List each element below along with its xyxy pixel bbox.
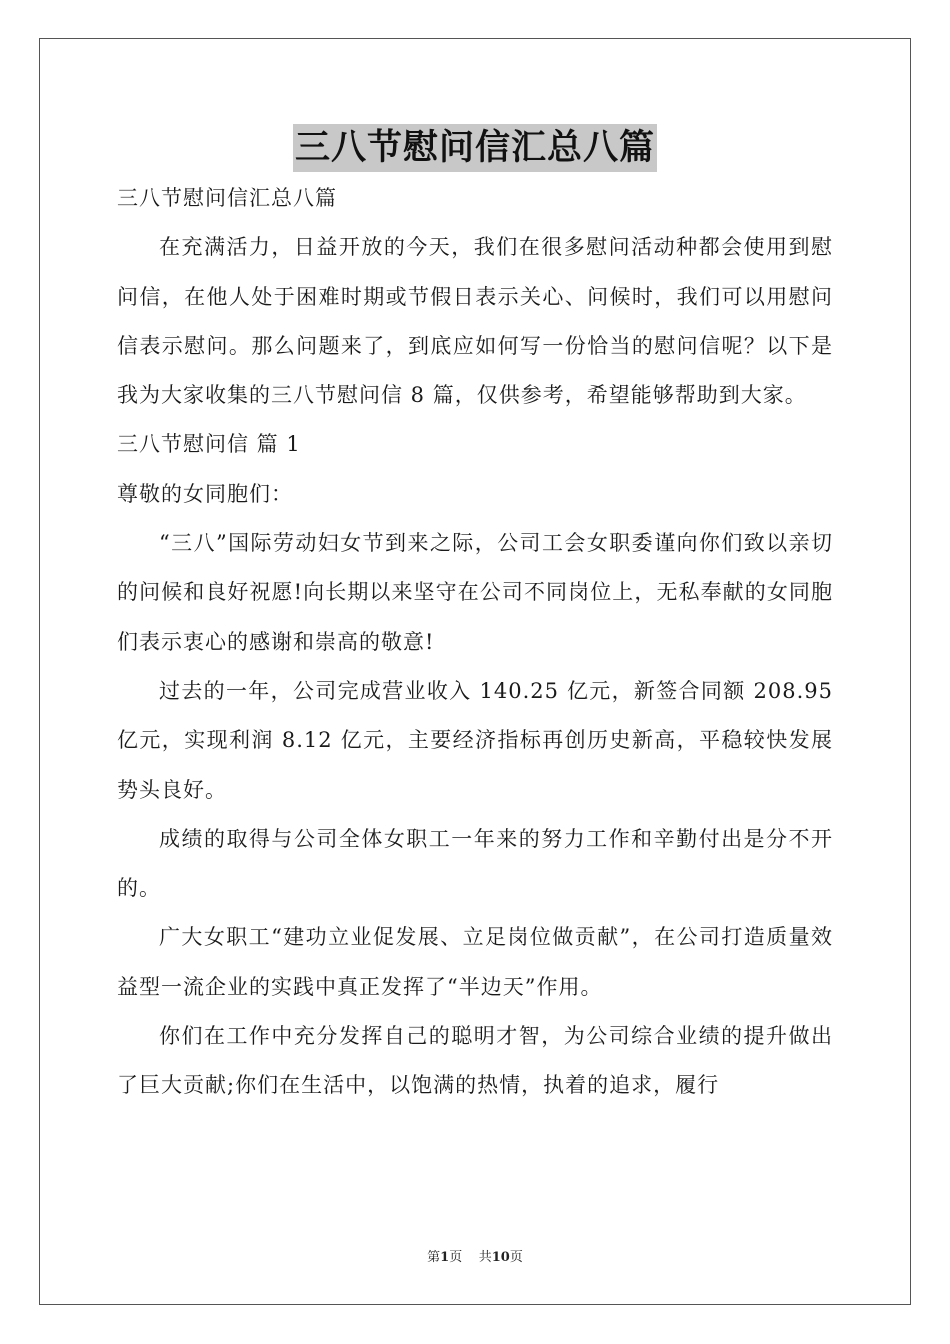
- title-container: [0, 124, 950, 172]
- subtitle-line: 三八节慰问信汇总八篇: [117, 186, 337, 210]
- section-heading: 三八节慰问信 篇 1: [117, 432, 301, 457]
- total-pages: 10: [491, 1250, 510, 1265]
- body-paragraph: 成绩的取得与公司全体女职工一年来的努力工作和辛勤付出是分不开的。: [117, 826, 833, 901]
- document-title: 三八节慰问信汇总八篇: [293, 124, 657, 172]
- salutation: 尊敬的女同胞们：: [117, 481, 293, 506]
- page-footer: [0, 1246, 950, 1265]
- body-paragraph: 广大女职工“建功立业促发展、立足岗位做贡献”，在公司打造质量效益型一流企业的实践中真正发挥了“半边天”作用。: [117, 925, 833, 999]
- intro-paragraph: 在充满活力，日益开放的今天，我们在很多慰问活动种都会使用到慰问信，在他人处于困难时期或节假日表示关心、问候时，我们可以用慰问信表示慰问。那么问题来了，到底应如何写一份恰当的慰问信呢？以下是我为大家收集的三八节慰问信 8 篇，仅供参考，希望能够帮助到大家。: [117, 235, 833, 408]
- page-suffix: 页: [449, 1250, 463, 1265]
- page-number: 1: [440, 1250, 450, 1265]
- total-prefix: 共: [478, 1250, 492, 1265]
- page-prefix: 第: [427, 1250, 441, 1265]
- body-paragraph: 你们在工作中充分发挥自己的聪明才智，为公司综合业绩的提升做出了巨大贡献;你们在生活中，以饱满的热情，执着的追求，履行: [117, 1024, 833, 1098]
- body-paragraph: “三八”国际劳动妇女节到来之际，公司工会女职委谨向你们致以亲切的问候和良好祝愿!向长期以来坚守在公司不同岗位上，无私奉献的女同胞们表示衷心的感谢和崇高的敬意!: [117, 531, 833, 654]
- total-suffix: 页: [509, 1250, 523, 1265]
- document-body: [117, 174, 833, 1111]
- body-paragraph: 过去的一年，公司完成营业收入 140.25 亿元，新签合同额 208.95 亿元，实现利润 8.12 亿元，主要经济指标再创历史新高，平稳较快发展势头良好。: [117, 678, 833, 802]
